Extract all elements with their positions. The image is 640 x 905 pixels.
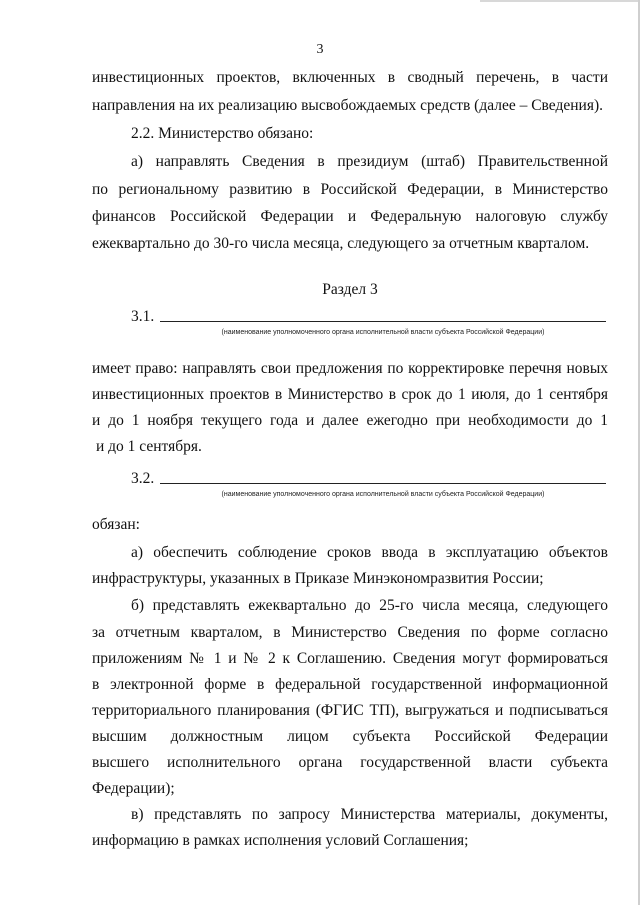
paragraph-line: высшим должностным лицом субъекта Российской Федерации	[92, 728, 608, 745]
blank-field-line	[160, 321, 606, 322]
paragraph-line: высшего исполнительного органа государственной власти субъекта	[92, 754, 608, 771]
paragraph-line: а) направлять Сведения в президиум (штаб) Правительственной	[131, 153, 608, 170]
paragraph-line: территориального планирования (ФГИС ТП), выгружаться и подписываться	[92, 702, 608, 719]
paragraph-line: информацию в рамках исполнения условий Соглашения;	[92, 832, 469, 849]
page-number: 3	[316, 42, 324, 57]
paragraph-line: инвестиционных проектов, включенных в сводный перечень, в части	[92, 69, 608, 86]
paragraph-line: и до 1 ноября текущего года и далее ежегодно при необходимости до 1	[92, 412, 608, 429]
paragraph-line: направления на их реализацию высвобождаемых средств (далее – Сведения).	[92, 97, 603, 114]
paragraph-line: финансов Российской Федерации и Федеральную налоговую службу	[92, 208, 608, 225]
paragraph-line: инфраструктуры, указанных в Приказе Минэкономразвития России;	[92, 570, 544, 587]
paragraph-line: в) представлять по запросу Министерства материалы, документы,	[131, 806, 608, 823]
clause-heading: 2.2. Министерство обязано:	[131, 125, 314, 142]
paragraph-line: в электронной форме в федеральной государственной информационной	[92, 676, 608, 693]
section-title: Раздел 3	[322, 281, 378, 298]
clause-number: 3.1.	[131, 308, 155, 325]
paragraph-line: за отчетным кварталом, в Министерство Сведения по форме согласно	[92, 624, 608, 641]
paragraph-line: и до 1 сентября.	[96, 438, 202, 455]
field-caption: (наименование уполномоченного органа исполнительной власти субъекта Российской Федерации)	[221, 491, 545, 498]
field-caption: (наименование уполномоченного органа исполнительной власти субъекта Российской Федерации)	[221, 329, 545, 336]
paragraph-line: по региональному развитию в Российской Федерации, в Министерство	[92, 181, 608, 198]
blank-field-line	[160, 483, 606, 484]
paragraph-line: а) обеспечить соблюдение сроков ввода в эксплуатацию объектов	[131, 544, 608, 561]
clause-number: 3.2.	[131, 470, 155, 487]
paragraph-line: ежеквартально до 30-го числа месяца, следующего за отчетным кварталом.	[92, 235, 590, 252]
paragraph-line: б) представлять ежеквартально до 25-го числа месяца, следующего	[131, 597, 608, 614]
paragraph-line: инвестиционных проектов в Министерство в срок до 1 июля, до 1 сентября	[92, 386, 608, 403]
paragraph-line: Федерации);	[92, 780, 175, 797]
paragraph-line: обязан:	[92, 516, 140, 533]
scan-edge-top	[480, 0, 640, 2]
paragraph-line: приложениям № 1 и № 2 к Соглашению. Сведения могут формироваться	[92, 650, 608, 667]
paragraph-line: имеет право: направлять свои предложения по корректировке перечня новых	[92, 360, 608, 377]
